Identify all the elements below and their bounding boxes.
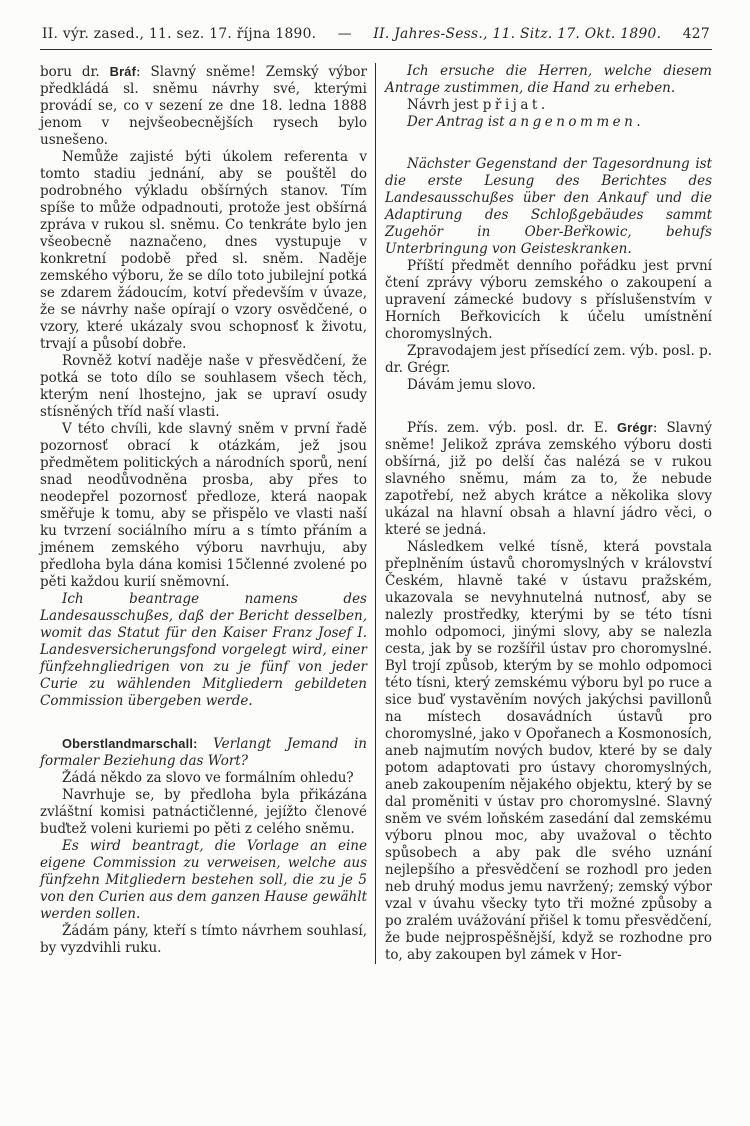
text-run: Navrhuje se, by předloha byla přikázána zvláštní komisi patnáctičlenné, jejížto členové buďtež voleni kuriemi po pěti z celého sněmu. (40, 787, 367, 837)
paragraph (385, 419, 712, 539)
header-czech-session: II. výr. zased., 11. sez. 17. října 1890. (42, 26, 317, 42)
paragraph (40, 838, 367, 923)
paragraph (385, 63, 712, 97)
paragraph (40, 591, 367, 710)
paragraph (385, 343, 712, 377)
text-run: boru dr. (40, 64, 110, 80)
text-run: : Slavný sněme! Jelikož zpráva zemského výboru dosti obšírná, již po delší čas nalézá se v rukou slavného sněmu, mám za to, že nebude zapotřebí, než abych krátce a několika slovy ukázal na hlavní obsah a hlavní jádro věci, o které se jedná. (385, 420, 713, 538)
paragraph (385, 114, 712, 131)
paragraph (40, 353, 367, 421)
text-run: přijat (482, 97, 541, 113)
paragraph (40, 923, 367, 957)
text-run: Ich ersuche die Herren, welche diesem Antrage zustimmen, die Hand zu erheben. (385, 63, 712, 96)
text-run: Es wird beantragt, die Vorlage an eine eigene Commission zu verweisen, welche aus fünfzehn Mitgliedern bestehen soll, die zu je 5 von den Curien aus dem ganzen Hause gewählt werden sollen. (40, 838, 367, 922)
text-run: . (636, 114, 641, 130)
text-run: Der Antrag ist (407, 114, 509, 130)
text-run: Přís. zem. výb. posl. dr. E. (407, 420, 617, 436)
text-run: Žádá někdo za slovo ve formálním ohledu? (62, 770, 354, 786)
paragraph (40, 149, 367, 353)
paragraph (385, 258, 712, 343)
paragraph (40, 770, 367, 787)
text-run: V této chvíli, kde slavný sněm v první řadě pozornosť obrací k otázkám, jež jsou předmětem politických a národních sporů, není snad neodůvodněna prosba, aby přes to neodepřel pozornosť předloze, která naopak směřuje k tomu, aby se přispělo ve vlasti naší ku tvrzení sociálního míru a s tímto přáním a jménem zemského výboru navrhuju, aby předloha byla dána komisi 15členné zvolené po pěti každou kurií sněmovní. (40, 421, 367, 590)
text-run: Následkem velké tísně, která povstala přeplněním ústavů choromyslných v království Českém, hlavně také v ústavu pražském, ukazovala se nevyhnutelná nutnosť, aby se nalezly prostředky, kterými by se této tísni mohlo odpomoci, jinými slovy, aby se nalezla cesta, jak by se rozšířil ústav pro choromyslné. Byl trojí způsob, kterým by se mohlo odpomoci této tísni, který zemskému výboru byl po ruce a sice buď vystavěním nových jakýchsi pavillonů na místech dosavádních ústavů pro choromyslné, jako v Opořanech a Kosmonosích, aneb najmutím nových budov, které by se daly potom adaptovati pro ústavy choromyslných, aneb zakoupením nějakého objektu, který by se dal proměniti v ústav pro choromyslné. Slavný sněm ve svém loňském zasedání dal zemskému výboru plnou moc, aby uvažoval o těchto spůsobech a aby pak dle svého uznání nejlepšího a přesvědčení se rozhodl pro jeden neb druhý modus jemu navržený; zemský výbor vzal v úvahu všecky tyto tři možné způsoby a po zralém uvážování přišel k tomu přesvědčení, že bude nejprospěšnější, když se rozhodne pro to, aby zakoupen byl zámek v Hor- (385, 539, 712, 963)
text-run: Návrh jest (407, 97, 483, 113)
header-dash: — (337, 26, 352, 42)
text-run: Ich beantrage namens des Landesausschußes, daß der Bericht desselben, womit das Statut für den Kaiser Franz Josef I. Landesversicherungsfond vorgelegt wird, einer fünfzehngliedrigen von zu je fünf von jeder Curie zu wählenden Mitgliedern gebildeten Commission übergeben werde. (40, 591, 367, 709)
paragraph (385, 97, 712, 114)
paragraph (40, 421, 367, 591)
text-run: Rovněž kotví naděje naše v přesvědčení, že potká se toto dílo se souhlasem všech těch, kterým není lhostejno, jak se upraví osudy stísněných tříd naší vlasti. (40, 353, 367, 420)
paragraph (385, 539, 712, 964)
text-run: Příští předmět denního pořádku jest první čtení zprávy výboru zemského o zakoupení a upravení zámecké budovy s příslušenstvím v Horních Beřkovicích k účelu umístnění choromyslných. (385, 258, 712, 342)
text-run: Nächster Gegenstand der Tagesordnung ist die erste Lesung des Berichtes des Landesausschußes über den Ankauf und die Adaptirung des Schloßgebäudes sammt Zugehör in Ober-Beřkowic, behufs Unterbringung von Geisteskranken. (385, 156, 712, 257)
page-header (40, 26, 712, 50)
paragraph (40, 787, 367, 838)
text-run: Dávám jemu slovo. (407, 377, 536, 393)
left-column (40, 63, 376, 964)
two-column-body (40, 63, 712, 964)
text-run: Žádám pány, kteří s tímto návrhem souhlasí, by vyzdvihli ruku. (40, 923, 367, 956)
paragraph (40, 63, 367, 149)
paragraph (385, 377, 712, 394)
text-run: . (540, 97, 546, 113)
text-run: Verlangt Jemand in formaler Beziehung das Wort? (40, 736, 367, 769)
text-run: Zpravodajem jest přísedící zem. výb. posl. p. dr. Grégr. (385, 343, 713, 376)
text-run: angenommen (508, 114, 637, 130)
header-page-number: 427 (682, 26, 710, 42)
paragraph (40, 735, 367, 770)
right-column (376, 63, 712, 964)
paragraph (385, 156, 712, 258)
header-german-session: II. Jahres-Sess., 11. Sitz. 17. Okt. 1890. (373, 26, 662, 42)
text-run: : Slavný sněme! Zemský výbor předkládá sl. sněmu návrhy své, kterými provádí se, co v sezení ze dne 18. ledna 1888 jenom v nejvšeobecnějších rysech bylo usnešeno. (40, 64, 367, 148)
speaker-name: Bráf (109, 64, 137, 79)
text-run: Nemůže zajisté býti úkolem referenta v tomto stadiu jednání, aby se pouštěl do podrobného výkladu obšírných stanov. Tím spíše to může odpadnouti, protože jest obšírná zpráva v rukou sl. sněmu. Co tenkráte bylo jen všeobecně naznačeno, dnes vystupuje v konkretní podobě před sl. sněm. Naděje zemského výboru, že se dílo toto jubilejní potká se zdarem žádoucím, kotví především v úvaze, že se návrhy naše opírají o vzory osvědčené, o vzory, které ukázaly svou schopnosť k životu, trvají a působí dobře. (40, 149, 367, 352)
speaker-name: Oberstlandmarschall: (62, 736, 198, 751)
speaker-name: Grégr (617, 420, 653, 435)
